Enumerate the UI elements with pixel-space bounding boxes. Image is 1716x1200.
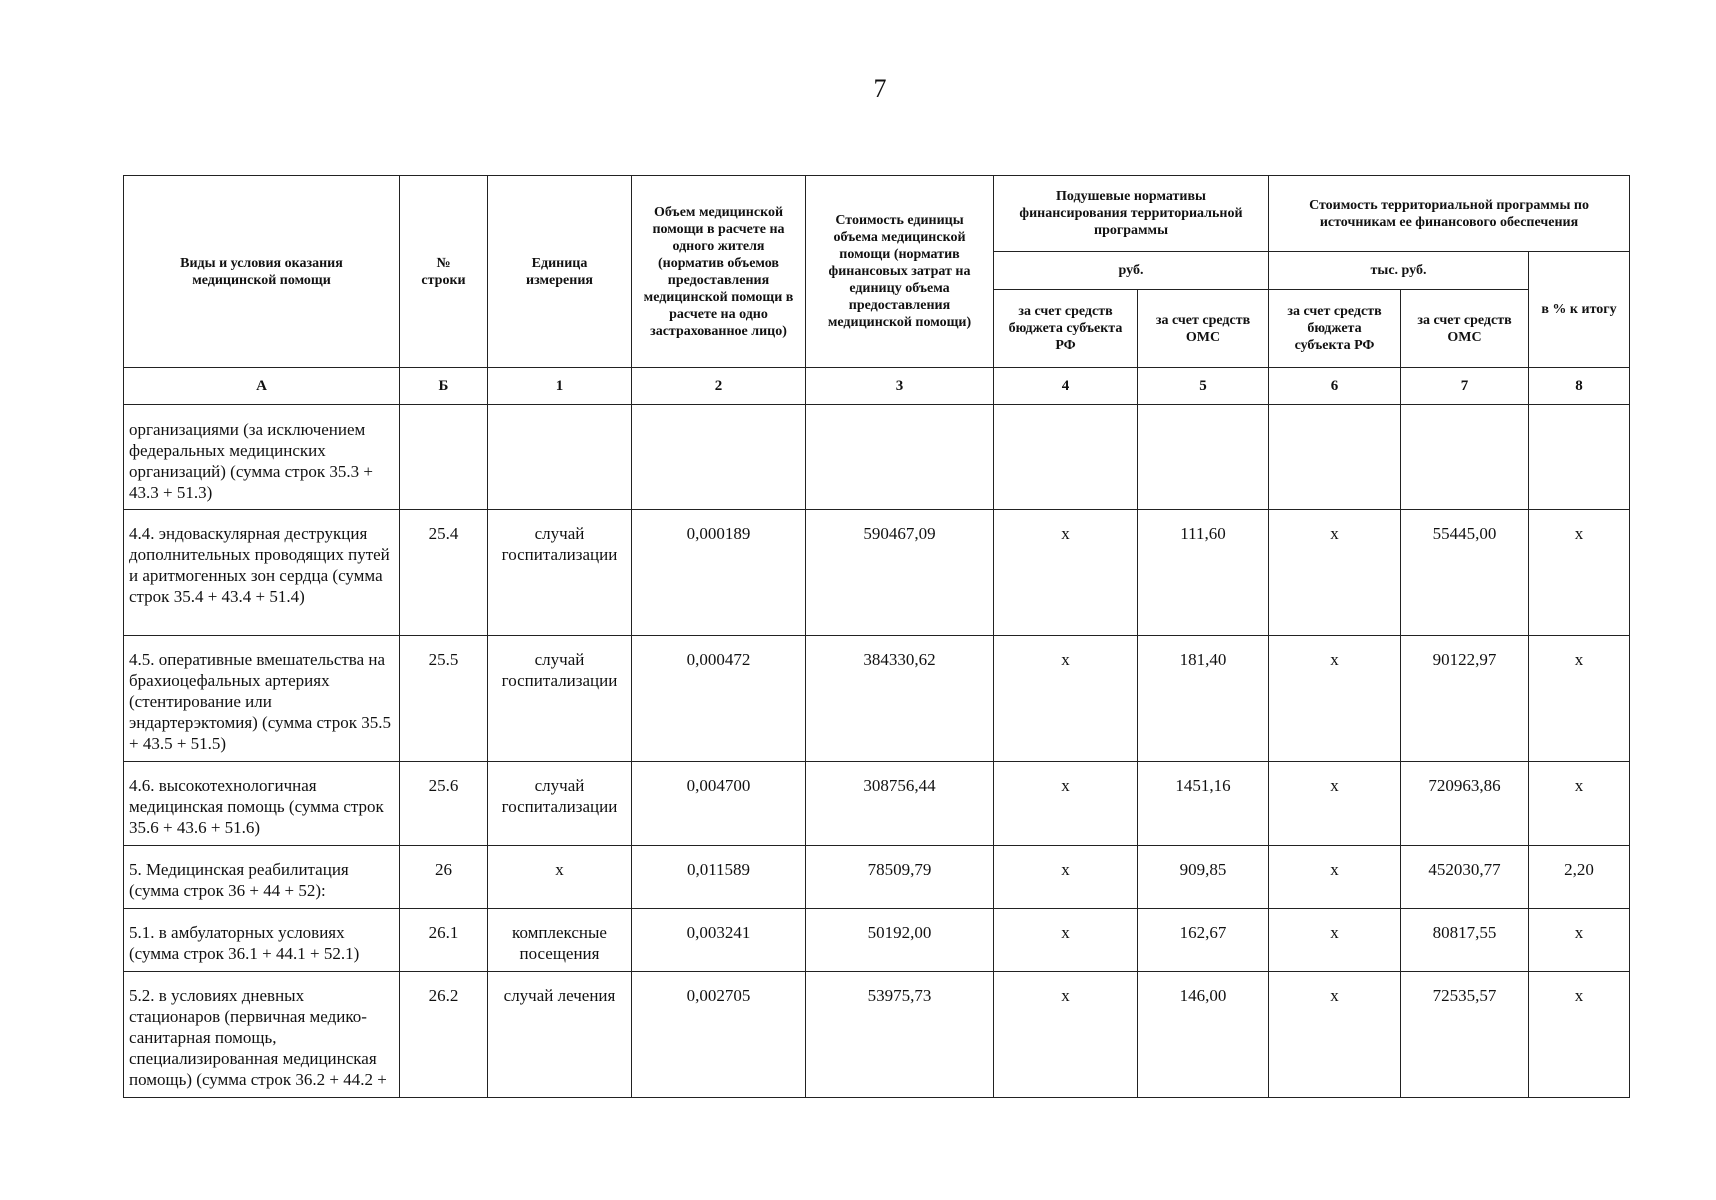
- row-unit-cost: 590467,09: [806, 510, 994, 636]
- row-percent-total: х: [1529, 909, 1630, 972]
- table-row: [124, 762, 1630, 846]
- row-description: 4.4. эндоваскулярная деструкция дополнительных проводящих путей и аритмогенных зон сердца (сумма строк 35.4 + 43.4 + 51.4): [124, 510, 400, 636]
- row-budget-thousand: х: [1269, 972, 1401, 1098]
- row-budget-rub: х: [994, 846, 1138, 909]
- header-budget-thousand: за счет средств бюджета субъекта РФ: [1269, 290, 1401, 368]
- row-budget-thousand: [1269, 405, 1401, 510]
- row-oms-rub: 111,60: [1138, 510, 1269, 636]
- index-cell: 8: [1529, 368, 1630, 405]
- row-unit: [488, 405, 632, 510]
- header-oms-rub: за счет средств ОМС: [1138, 290, 1269, 368]
- row-oms-thousand: 55445,00: [1401, 510, 1529, 636]
- row-volume: 0,004700: [632, 762, 806, 846]
- row-budget-thousand: х: [1269, 510, 1401, 636]
- header-per-capita-norms: Подушевые нормативы финансирования территориальной программы: [994, 176, 1269, 252]
- row-percent-total: х: [1529, 972, 1630, 1098]
- row-budget-rub: х: [994, 909, 1138, 972]
- table-row: [124, 909, 1630, 972]
- row-budget-rub: х: [994, 636, 1138, 762]
- row-unit-cost: [806, 405, 994, 510]
- row-description: 5.2. в условиях дневных стационаров (первичная медико-санитарная помощь, специализированная медицинская помощь) (сумма строк 36.2 + 44.2 +: [124, 972, 400, 1098]
- row-unit: случай госпитализации: [488, 510, 632, 636]
- row-unit: случай госпитализации: [488, 636, 632, 762]
- row-description: 4.5. оперативные вмешательства на брахиоцефальных артериях (стентирование или эндартерэктомия) (сумма строк 35.5 + 43.5 + 51.5): [124, 636, 400, 762]
- index-cell: 1: [488, 368, 632, 405]
- row-unit-cost: 308756,44: [806, 762, 994, 846]
- header-percent-total: в % к итогу: [1529, 252, 1630, 368]
- row-oms-thousand: 80817,55: [1401, 909, 1529, 972]
- table-row: [124, 636, 1630, 762]
- row-line-number: 26: [400, 846, 488, 909]
- row-line-number: 26.1: [400, 909, 488, 972]
- row-budget-rub: х: [994, 972, 1138, 1098]
- header-unit-rub: руб.: [994, 252, 1269, 290]
- row-unit: х: [488, 846, 632, 909]
- row-volume: 0,000472: [632, 636, 806, 762]
- row-budget-rub: [994, 405, 1138, 510]
- row-line-number: 26.2: [400, 972, 488, 1098]
- row-budget-rub: х: [994, 762, 1138, 846]
- row-unit: случай лечения: [488, 972, 632, 1098]
- row-line-number: [400, 405, 488, 510]
- table-row: [124, 972, 1630, 1098]
- row-unit-cost: 78509,79: [806, 846, 994, 909]
- row-unit: комплексные посещения: [488, 909, 632, 972]
- row-oms-rub: 1451,16: [1138, 762, 1269, 846]
- row-unit-cost: 384330,62: [806, 636, 994, 762]
- row-volume: 0,002705: [632, 972, 806, 1098]
- header-line-number: № строки: [400, 176, 488, 368]
- row-percent-total: 2,20: [1529, 846, 1630, 909]
- index-cell: 7: [1401, 368, 1529, 405]
- header-unit: Единица измерения: [488, 176, 632, 368]
- header-program-cost: Стоимость территориальной программы по источникам ее финансового обеспечения: [1269, 176, 1630, 252]
- page-number: 7: [873, 74, 887, 103]
- row-oms-thousand: [1401, 405, 1529, 510]
- row-unit-cost: 53975,73: [806, 972, 994, 1098]
- row-oms-rub: 146,00: [1138, 972, 1269, 1098]
- table-row: [124, 846, 1630, 909]
- row-oms-rub: 162,67: [1138, 909, 1269, 972]
- row-unit: случай госпитализации: [488, 762, 632, 846]
- table-row: [124, 510, 1630, 636]
- row-oms-rub: [1138, 405, 1269, 510]
- row-description: 4.6. высокотехнологичная медицинская помощь (сумма строк 35.6 + 43.6 + 51.6): [124, 762, 400, 846]
- row-line-number: 25.6: [400, 762, 488, 846]
- row-oms-rub: 909,85: [1138, 846, 1269, 909]
- index-cell: А: [124, 368, 400, 405]
- row-budget-thousand: х: [1269, 846, 1401, 909]
- row-percent-total: х: [1529, 636, 1630, 762]
- header-unit-thousand-rub: тыс. руб.: [1269, 252, 1529, 290]
- header-budget-rub: за счет средств бюджета субъекта РФ: [994, 290, 1138, 368]
- row-line-number: 25.4: [400, 510, 488, 636]
- row-budget-thousand: х: [1269, 909, 1401, 972]
- row-oms-thousand: 452030,77: [1401, 846, 1529, 909]
- row-budget-thousand: х: [1269, 636, 1401, 762]
- table-row: [124, 405, 1630, 510]
- row-description: 5. Медицинская реабилитация (сумма строк 36 + 44 + 52):: [124, 846, 400, 909]
- header-volume: Объем медицинской помощи в расчете на одного жителя (норматив объемов предоставления медицинской помощи в расчете на одно застрахованное лицо): [632, 176, 806, 368]
- index-cell: 2: [632, 368, 806, 405]
- row-oms-thousand: 90122,97: [1401, 636, 1529, 762]
- row-oms-rub: 181,40: [1138, 636, 1269, 762]
- row-oms-thousand: 72535,57: [1401, 972, 1529, 1098]
- row-budget-rub: х: [994, 510, 1138, 636]
- row-volume: 0,011589: [632, 846, 806, 909]
- column-index-row: [124, 368, 1630, 405]
- row-line-number: 25.5: [400, 636, 488, 762]
- row-volume: 0,000189: [632, 510, 806, 636]
- row-volume: [632, 405, 806, 510]
- row-unit-cost: 50192,00: [806, 909, 994, 972]
- row-description: организациями (за исключением федеральных медицинских организаций) (сумма строк 35.3 + 43.3 + 51.3): [124, 405, 400, 510]
- index-cell: Б: [400, 368, 488, 405]
- index-cell: 4: [994, 368, 1138, 405]
- row-percent-total: х: [1529, 762, 1630, 846]
- financing-table: [123, 175, 1630, 1098]
- row-budget-thousand: х: [1269, 762, 1401, 846]
- header-unit-cost: Стоимость единицы объема медицинской помощи (норматив финансовых затрат на единицу объема предоставления медицинской помощи): [806, 176, 994, 368]
- row-description: 5.1. в амбулаторных условиях (сумма строк 36.1 + 44.1 + 52.1): [124, 909, 400, 972]
- header-kinds-conditions: Виды и условия оказания медицинской помощи: [124, 176, 400, 368]
- index-cell: 3: [806, 368, 994, 405]
- row-percent-total: [1529, 405, 1630, 510]
- row-volume: 0,003241: [632, 909, 806, 972]
- row-oms-thousand: 720963,86: [1401, 762, 1529, 846]
- header-oms-thousand: за счет средств ОМС: [1401, 290, 1529, 368]
- index-cell: 5: [1138, 368, 1269, 405]
- index-cell: 6: [1269, 368, 1401, 405]
- row-percent-total: х: [1529, 510, 1630, 636]
